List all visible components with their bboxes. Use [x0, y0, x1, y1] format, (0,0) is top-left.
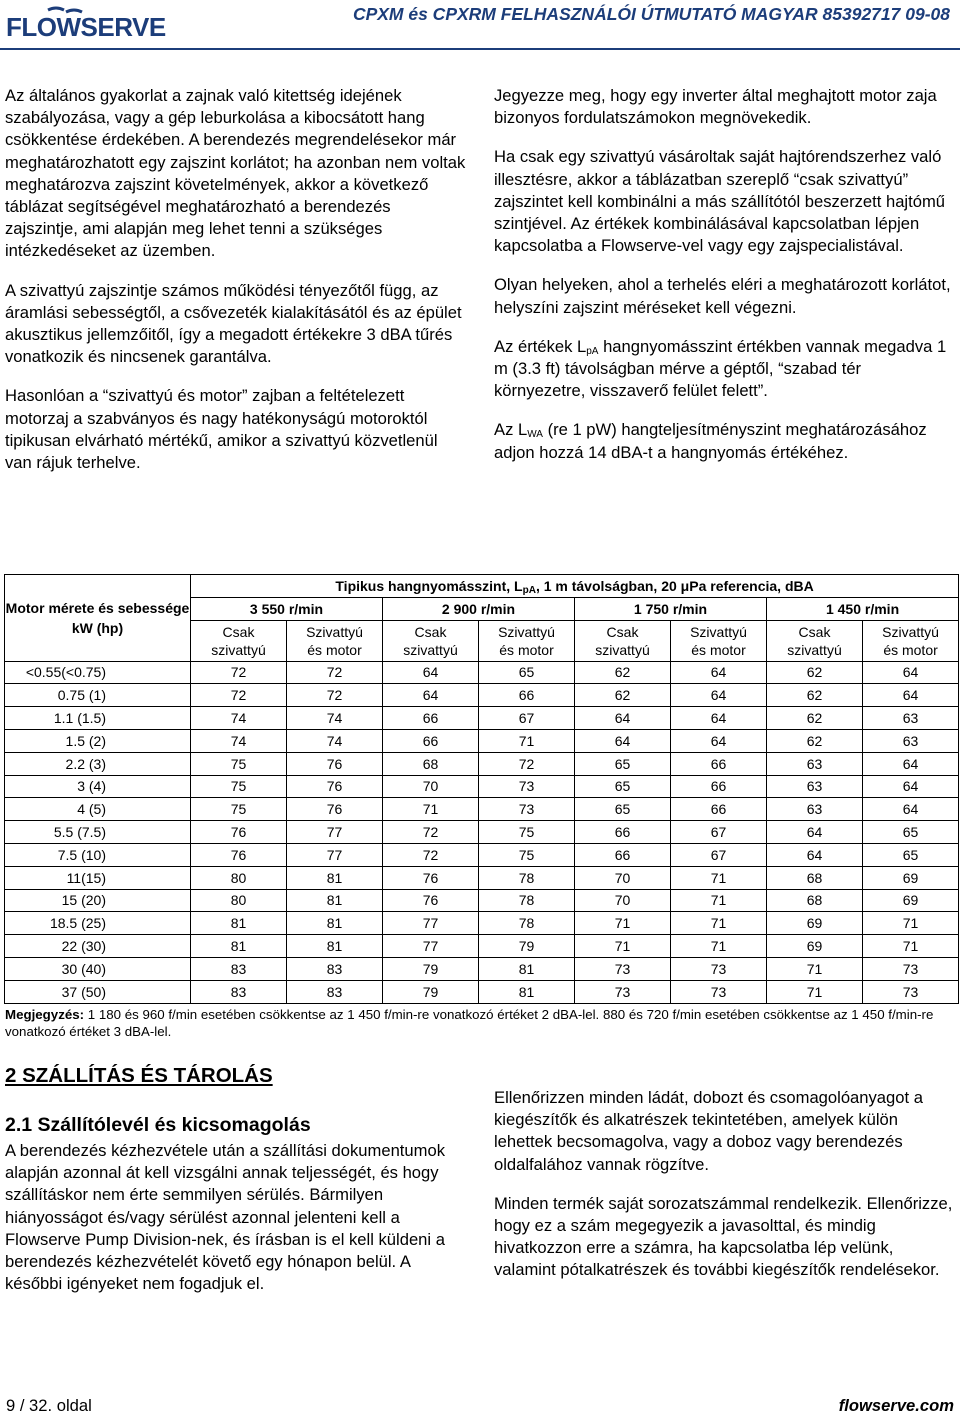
noise-value-cell: 64	[671, 684, 767, 707]
noise-value-cell: 66	[575, 843, 671, 866]
table-row	[5, 821, 959, 844]
noise-value-cell: 72	[287, 684, 383, 707]
noise-value-cell: 76	[191, 821, 287, 844]
noise-value-cell: 64	[383, 661, 479, 684]
noise-value-cell: 65	[575, 752, 671, 775]
paragraph: Az $L_{WA}$ (re 1 pW) hangteljesítményszint meghatározásához adjon hozzá 14 dBA-t a hangnyomás értékéhez.	[494, 420, 927, 462]
noise-value-cell: 71	[863, 935, 959, 958]
noise-value-cell: 76	[287, 798, 383, 821]
noise-value-cell: 65	[863, 843, 959, 866]
paragraph: A berendezés kézhezvétele után a szállítási dokumentumok alapján azonnal át kell vizsgálni annak teljességét, és hogy szállításkor nem érte semmilyen sérülés. Bármilyen hiányosságot és/vagy sérülést azonnal jelenteni kell a Flowserve Pump Division-nek, és írásban is el kell küldeni a berendezés kézhezvételét követő egy hónapon belül. A későbbi igényeket nem fogadjuk el.	[5, 1141, 445, 1294]
table-row	[5, 684, 959, 707]
noise-value-cell: 66	[383, 707, 479, 730]
subsection-heading: 2.1 Szállítólevél és kicsomagolás	[5, 1114, 311, 1136]
table-row	[5, 661, 959, 684]
paragraph: Az általános gyakorlat a zajnak való kitettség idejének szabályozása, vagy a gép leburkolása a kibocsátott hang csökkentése érdekében. A berendezés megrendelésekor már meghatározhatott egy zajszint korlátot; ha azonban nem voltak meghatározva zajszint követelmények, akkor a következő táblázat segítségével meghatározható a berendezés zajszintje, ami alapján meg lehet tenni a szükséges intézkedéseket az üzemben.	[5, 86, 466, 261]
noise-level-table	[4, 574, 959, 1004]
table-row	[5, 912, 959, 935]
noise-value-cell: 65	[863, 821, 959, 844]
noise-value-cell: 76	[191, 843, 287, 866]
noise-value-cell: 83	[191, 980, 287, 1003]
noise-value-cell: 64	[863, 798, 959, 821]
noise-value-cell: 65	[575, 775, 671, 798]
table-row	[5, 980, 959, 1003]
motor-size-header: Motor mérete és sebessége kW (hp)	[5, 575, 191, 662]
section-heading: 2 SZÁLLÍTÁS ÉS TÁROLÁS	[5, 1064, 273, 1087]
noise-value-cell: 64	[671, 661, 767, 684]
noise-value-cell: 73	[479, 798, 575, 821]
left-column	[5, 85, 467, 491]
noise-value-cell: 77	[287, 821, 383, 844]
noise-value-cell: 72	[383, 843, 479, 866]
noise-value-cell: 71	[767, 980, 863, 1003]
noise-value-cell: 67	[671, 843, 767, 866]
noise-value-cell: 62	[767, 661, 863, 684]
paragraph: A szivattyú zajszintje számos működési tényezőtől függ, az áramlási sebességtől, a csővezeték kialakításától és az épület akusztikus jellemzőitől, így a megadott értékekre 3 dBA tűrés vonatkozik és nincsenek garantálva.	[5, 280, 462, 367]
noise-value-cell: 62	[767, 729, 863, 752]
noise-value-cell: 69	[863, 889, 959, 912]
noise-value-cell: 73	[575, 980, 671, 1003]
noise-value-cell: 79	[383, 980, 479, 1003]
motor-size-cell: 2.2 (3)	[5, 752, 191, 775]
noise-value-cell: 74	[287, 729, 383, 752]
noise-value-cell: 68	[383, 752, 479, 775]
noise-value-cell: 66	[671, 798, 767, 821]
noise-value-cell: 80	[191, 889, 287, 912]
noise-value-cell: 71	[383, 798, 479, 821]
pump-and-motor-header: Szivattyú és motor	[479, 620, 575, 661]
noise-value-cell: 63	[767, 752, 863, 775]
pump-and-motor-header: Szivattyú és motor	[287, 620, 383, 661]
noise-value-cell: 77	[383, 912, 479, 935]
header-divider	[0, 48, 960, 50]
speed-header: 2 900 r/min	[383, 597, 575, 620]
noise-value-cell: 62	[767, 684, 863, 707]
motor-size-cell: 4 (5)	[5, 798, 191, 821]
table-row	[5, 866, 959, 889]
noise-value-cell: 71	[671, 866, 767, 889]
noise-value-cell: 72	[479, 752, 575, 775]
noise-value-cell: 81	[479, 957, 575, 980]
flowserve-logo	[4, 4, 166, 44]
table-notes: Megjegyzés: 1 180 és 960 f/min esetében csökkentse az 1 450 f/min-re vonatkozó értéket 2 dBA-lel. 880 és 720 f/min esetében csökkentse az 1 450 f/min-re vonatkozó értéket 3 dBA-lel.	[5, 1007, 934, 1039]
noise-value-cell: 64	[863, 752, 959, 775]
page-number: 9 / 32. oldal	[6, 1396, 92, 1415]
noise-value-cell: 80	[191, 866, 287, 889]
noise-value-cell: 75	[479, 843, 575, 866]
noise-value-cell: 72	[191, 684, 287, 707]
noise-value-cell: 78	[479, 912, 575, 935]
noise-value-cell: 63	[767, 775, 863, 798]
section-left-text	[5, 1140, 467, 1295]
noise-value-cell: 64	[863, 684, 959, 707]
noise-value-cell: 68	[767, 889, 863, 912]
noise-value-cell: 62	[767, 707, 863, 730]
noise-value-cell: 75	[191, 798, 287, 821]
noise-value-cell: 66	[383, 729, 479, 752]
noise-value-cell: 75	[191, 775, 287, 798]
table-row	[5, 752, 959, 775]
pump-only-header: Csak szivattyú	[191, 620, 287, 661]
motor-size-cell: 37 (50)	[5, 980, 191, 1003]
noise-value-cell: 73	[671, 980, 767, 1003]
table-row	[5, 798, 959, 821]
noise-value-cell: 76	[383, 889, 479, 912]
noise-value-cell: 71	[671, 912, 767, 935]
pump-only-header: Csak szivattyú	[575, 620, 671, 661]
noise-value-cell: 66	[671, 752, 767, 775]
noise-value-cell: 64	[671, 729, 767, 752]
noise-value-cell: 63	[863, 707, 959, 730]
paragraph: Hasonlóan a “szivattyú és motor” zajban a feltételezett motorzaj a szabványos és nagy hatékonyságú motoroktól tipikusan elvárható mértékű, amikor a szivattyú közvetlenül van rájuk terhelve.	[5, 386, 438, 473]
paragraph: Minden termék saját sorozatszámmal rendelkezik. Ellenőrizze, hogy ez a szám megegyezik a javasolttal, és mindig hivatkozzon erre a számra, ha kapcsolatba lép velünk, valamint pótalkatrészek és további kiegészítők rendelésekor.	[494, 1193, 953, 1280]
noise-value-cell: 66	[671, 775, 767, 798]
noise-value-cell: 63	[767, 798, 863, 821]
noise-value-cell: 81	[191, 912, 287, 935]
noise-value-cell: 76	[287, 752, 383, 775]
noise-value-cell: 68	[767, 866, 863, 889]
noise-value-cell: 83	[287, 957, 383, 980]
noise-value-cell: 74	[287, 707, 383, 730]
section-right-text	[494, 1087, 954, 1299]
speed-header: 3 550 r/min	[191, 597, 383, 620]
noise-value-cell: 63	[863, 729, 959, 752]
noise-value-cell: 69	[863, 866, 959, 889]
noise-value-cell: 71	[767, 957, 863, 980]
pump-only-header: Csak szivattyú	[767, 620, 863, 661]
noise-value-cell: 71	[671, 935, 767, 958]
motor-size-cell: 7.5 (10)	[5, 843, 191, 866]
noise-value-cell: 71	[863, 912, 959, 935]
noise-value-cell: 75	[479, 821, 575, 844]
noise-value-cell: 74	[191, 707, 287, 730]
noise-value-cell: 74	[191, 729, 287, 752]
noise-value-cell: 67	[479, 707, 575, 730]
noise-value-cell: 76	[287, 775, 383, 798]
table-row	[5, 729, 959, 752]
table-row	[5, 843, 959, 866]
motor-size-cell: 0.75 (1)	[5, 684, 191, 707]
motor-size-cell: 1.5 (2)	[5, 729, 191, 752]
noise-value-cell: 64	[671, 707, 767, 730]
motor-size-cell: 5.5 (7.5)	[5, 821, 191, 844]
paragraph: Olyan helyeken, ahol a terhelés eléri a meghatározott korlátot, helyszíni zajszint méréseket kell végezni.	[494, 275, 951, 317]
noise-value-cell: 71	[479, 729, 575, 752]
noise-value-cell: 62	[575, 661, 671, 684]
table-row	[5, 889, 959, 912]
noise-value-cell: 64	[767, 821, 863, 844]
noise-value-cell: 72	[383, 821, 479, 844]
noise-value-cell: 66	[479, 684, 575, 707]
svg-text:FLOWSERVE: FLOWSERVE	[6, 12, 166, 42]
table-row	[5, 957, 959, 980]
noise-value-cell: 73	[863, 980, 959, 1003]
table-main-header: Tipikus hangnyomásszint, $L_{pA}$, 1 m távolságban, 20 μPa referencia, dBA	[191, 575, 959, 598]
noise-value-cell: 67	[671, 821, 767, 844]
pump-only-header: Csak szivattyú	[383, 620, 479, 661]
motor-size-cell: 22 (30)	[5, 935, 191, 958]
noise-value-cell: 81	[287, 935, 383, 958]
noise-value-cell: 71	[575, 935, 671, 958]
noise-value-cell: 64	[575, 729, 671, 752]
noise-value-cell: 71	[575, 912, 671, 935]
motor-size-cell: <0.55(<0.75)	[5, 661, 191, 684]
noise-value-cell: 81	[287, 866, 383, 889]
noise-value-cell: 78	[479, 866, 575, 889]
pump-and-motor-header: Szivattyú és motor	[863, 620, 959, 661]
motor-size-cell: 3 (4)	[5, 775, 191, 798]
paragraph: Ellenőrizzen minden ládát, dobozt és csomagolóanyagot a kiegészítők és alkatrészek tekintetében, amelyek külön lehettek becsomagolva, vagy a doboz vagy berendezés oldalfalához vannak rögzítve.	[494, 1088, 923, 1174]
pump-and-motor-header: Szivattyú és motor	[671, 620, 767, 661]
noise-value-cell: 64	[575, 707, 671, 730]
noise-value-cell: 72	[287, 661, 383, 684]
noise-value-cell: 77	[287, 843, 383, 866]
paragraph: Jegyezze meg, hogy egy inverter által meghajtott motor zaja bizonyos fordulatszámokon megnövekedik.	[494, 86, 937, 128]
noise-value-cell: 64	[383, 684, 479, 707]
noise-value-cell: 83	[287, 980, 383, 1003]
noise-value-cell: 77	[383, 935, 479, 958]
noise-value-cell: 72	[191, 661, 287, 684]
noise-value-cell: 79	[383, 957, 479, 980]
noise-value-cell: 81	[287, 912, 383, 935]
noise-value-cell: 70	[575, 866, 671, 889]
noise-value-cell: 73	[575, 957, 671, 980]
table-body	[5, 661, 959, 1003]
noise-value-cell: 69	[767, 912, 863, 935]
right-column	[494, 85, 954, 481]
noise-value-cell: 81	[287, 889, 383, 912]
noise-value-cell: 64	[767, 843, 863, 866]
noise-value-cell: 83	[191, 957, 287, 980]
paragraph: Ha csak egy szivattyú vásároltak saját hajtórendszerhez való illesztésre, akkor a táblázatban szereplő “csak szivattyú” zajszintet kell kombinálni a más szállítótól beszerzett hajtómű szintjével. Az értékek kombinálásával kapcsolatban lépjen kapcsolatba a Flowserve-vel vagy egy zajspecialistával.	[494, 147, 945, 256]
table-row	[5, 935, 959, 958]
motor-size-cell: 1.1 (1.5)	[5, 707, 191, 730]
document-header-title: CPXM és CPXRM FELHASZNÁLÓI ÚTMUTATÓ MAGYAR 85392717 09-08	[352, 4, 950, 24]
noise-value-cell: 81	[479, 980, 575, 1003]
noise-value-cell: 75	[191, 752, 287, 775]
motor-size-cell: 15 (20)	[5, 889, 191, 912]
noise-value-cell: 66	[575, 821, 671, 844]
noise-value-cell: 64	[863, 775, 959, 798]
noise-value-cell: 73	[479, 775, 575, 798]
footer-website: flowserve.com	[838, 1396, 954, 1415]
noise-value-cell: 70	[383, 775, 479, 798]
speed-header: 1 750 r/min	[575, 597, 767, 620]
noise-value-cell: 73	[671, 957, 767, 980]
speed-header: 1 450 r/min	[767, 597, 959, 620]
motor-size-cell: 30 (40)	[5, 957, 191, 980]
motor-size-cell: 11(15)	[5, 866, 191, 889]
noise-value-cell: 81	[191, 935, 287, 958]
table-row	[5, 775, 959, 798]
noise-value-cell: 69	[767, 935, 863, 958]
table-row	[5, 707, 959, 730]
noise-value-cell: 64	[863, 661, 959, 684]
noise-value-cell: 73	[863, 957, 959, 980]
noise-value-cell: 65	[479, 661, 575, 684]
noise-value-cell: 76	[383, 866, 479, 889]
noise-value-cell: 70	[575, 889, 671, 912]
noise-value-cell: 65	[575, 798, 671, 821]
motor-size-cell: 18.5 (25)	[5, 912, 191, 935]
noise-value-cell: 78	[479, 889, 575, 912]
noise-value-cell: 71	[671, 889, 767, 912]
paragraph: Az értékek $L_{pA}$ hangnyomásszint értékben vannak megadva 1 m (3.3 ft) távolságban mérve a géptől, “szabad tér környezetre, visszaverő felület felett”.	[494, 336, 947, 401]
noise-value-cell: 62	[575, 684, 671, 707]
noise-value-cell: 79	[479, 935, 575, 958]
